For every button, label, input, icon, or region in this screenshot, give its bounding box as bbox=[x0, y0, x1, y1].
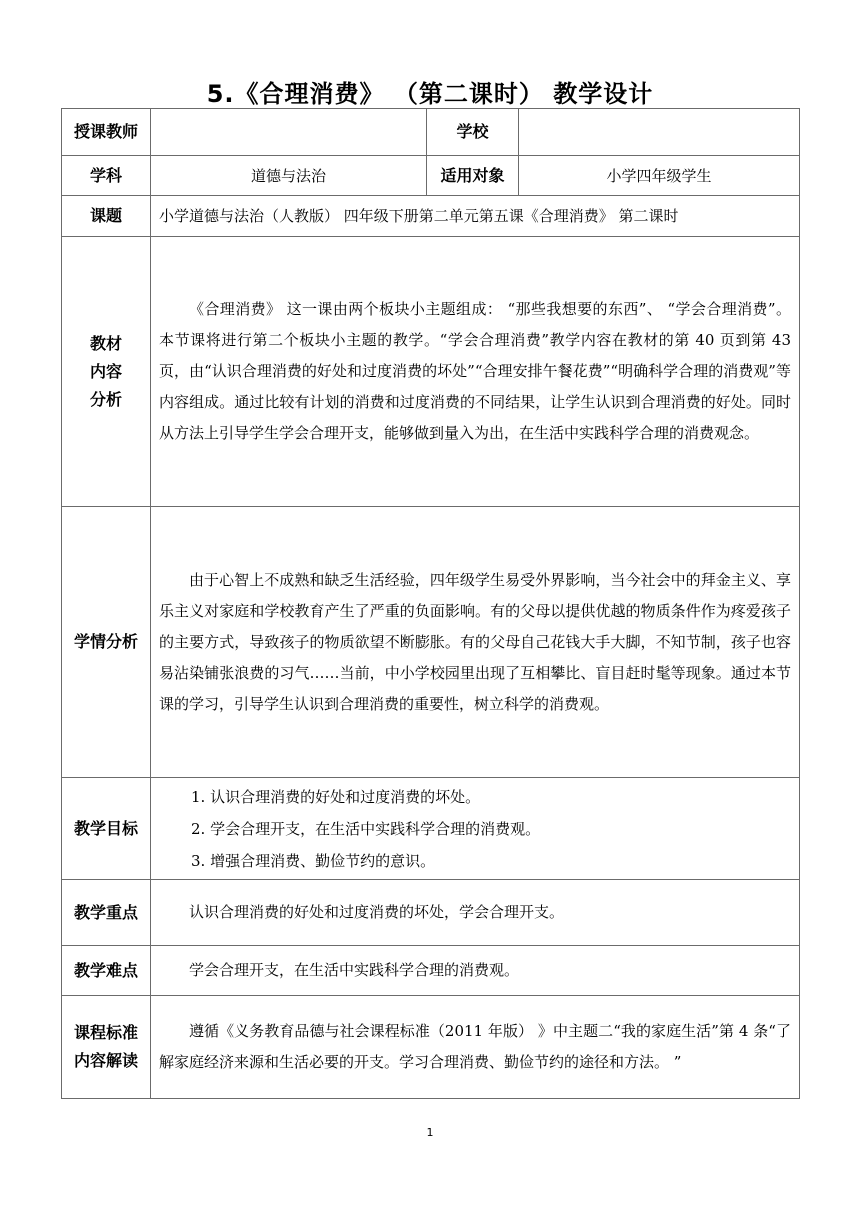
page-number: 1 bbox=[426, 1126, 434, 1139]
topic-value: 小学道德与法治（人教版） 四年级下册第二单元第五课《合理消费》 第二课时 bbox=[151, 196, 800, 237]
standards-cell bbox=[151, 996, 800, 1099]
standards-label-line: 课程标准 bbox=[73, 1023, 138, 1042]
objective-item: 3. 增强合理消费、勤俭节约的意识。 bbox=[191, 851, 436, 870]
material-analysis-cell bbox=[151, 237, 800, 507]
material-analysis-label-line: 分析 bbox=[89, 389, 122, 409]
row-difficulties bbox=[62, 946, 800, 996]
student-analysis-text: 由于心智上不成熟和缺乏生活经验，四年级学生易受外界影响，当今社会中的拜金主义、享乐主义对家庭和学校教育产生了严重的负面影响。有的父母以提供优越的物质条件作为疼爱孩子的主要方式，导致孩子的物质欲望不断膨胀。有的父母自己花钱大手大脚，不知节制，孩子也容易沾染铺张浪费的习气……当前，中小学校园里出现了互相攀比、盲目赶时髦等现象。通过本节课的学习，引导学生认识到合理消费的重要性，树立科学的消费观。 bbox=[159, 570, 791, 713]
row-student-analysis bbox=[62, 507, 800, 778]
objectives-label: 教学目标 bbox=[62, 778, 151, 880]
difficulties-cell bbox=[151, 946, 800, 996]
lesson-plan-table bbox=[61, 108, 800, 1099]
material-analysis-label-line: 教材 bbox=[89, 333, 122, 353]
subject-label: 学科 bbox=[62, 156, 151, 196]
topic-label: 课题 bbox=[62, 196, 151, 237]
page-title: 5.《合理消费》 （第二课时） 教学设计 bbox=[206, 80, 654, 108]
material-analysis-label-line: 内容 bbox=[89, 361, 122, 381]
audience-value: 小学四年级学生 bbox=[519, 156, 800, 196]
row-objectives bbox=[62, 778, 800, 880]
teacher-value bbox=[151, 109, 427, 156]
row-key-points bbox=[62, 880, 800, 946]
key-points-label: 教学重点 bbox=[62, 880, 151, 946]
row-subject-audience bbox=[62, 156, 800, 196]
objective-item: 1. 认识合理消费的好处和过度消费的坏处。 bbox=[191, 787, 481, 806]
school-label: 学校 bbox=[427, 109, 519, 156]
row-teacher-school bbox=[62, 109, 800, 156]
difficulties-text: 学会合理开支，在生活中实践科学合理的消费观。 bbox=[189, 961, 520, 979]
material-analysis-label bbox=[62, 237, 151, 507]
standards-text: 遵循《义务教育品德与社会课程标准（2011 年版） 》中主题二“我的家庭生活”第 4 条“了解家庭经济来源和生活必要的开支。学习合理消费、勤俭节约的途径和方法。 ” bbox=[159, 1022, 791, 1071]
subject-value: 道德与法治 bbox=[151, 156, 427, 196]
audience-label: 适用对象 bbox=[427, 156, 519, 196]
row-topic bbox=[62, 196, 800, 237]
school-value bbox=[519, 109, 800, 156]
standards-label-line: 内容解读 bbox=[73, 1051, 138, 1070]
key-points-text: 认识合理消费的好处和过度消费的坏处，学会合理开支。 bbox=[189, 903, 565, 921]
standards-label bbox=[62, 996, 151, 1099]
teacher-label: 授课教师 bbox=[62, 109, 151, 156]
objective-item: 2. 学会合理开支，在生活中实践科学合理的消费观。 bbox=[191, 819, 541, 838]
student-analysis-label: 学情分析 bbox=[62, 507, 151, 778]
student-analysis-cell bbox=[151, 507, 800, 778]
key-points-cell bbox=[151, 880, 800, 946]
row-standards bbox=[62, 996, 800, 1099]
difficulties-label: 教学难点 bbox=[62, 946, 151, 996]
objectives-list bbox=[151, 778, 800, 880]
row-material-analysis bbox=[62, 237, 800, 507]
material-analysis-text: 《合理消费》 这一课由两个板块小主题组成： “那些我想要的东西”、 “学会合理消费”。 本节课将进行第二个板块小主题的教学。“学会合理消费”教学内容在教材的第 40 页到第 43 页，由“认识合理消费的好处和过度消费的坏处”“合理安排午餐花费”“明确科学合理的消费观”等内容组成。通过比较有计划的消费和过度消费的不同结果，让学生认识到合理消费的好处。同时从方法上引导学生学会合理开支，能够做到量入为出，在生活中实践科学合理的消费观念。 bbox=[159, 300, 791, 442]
